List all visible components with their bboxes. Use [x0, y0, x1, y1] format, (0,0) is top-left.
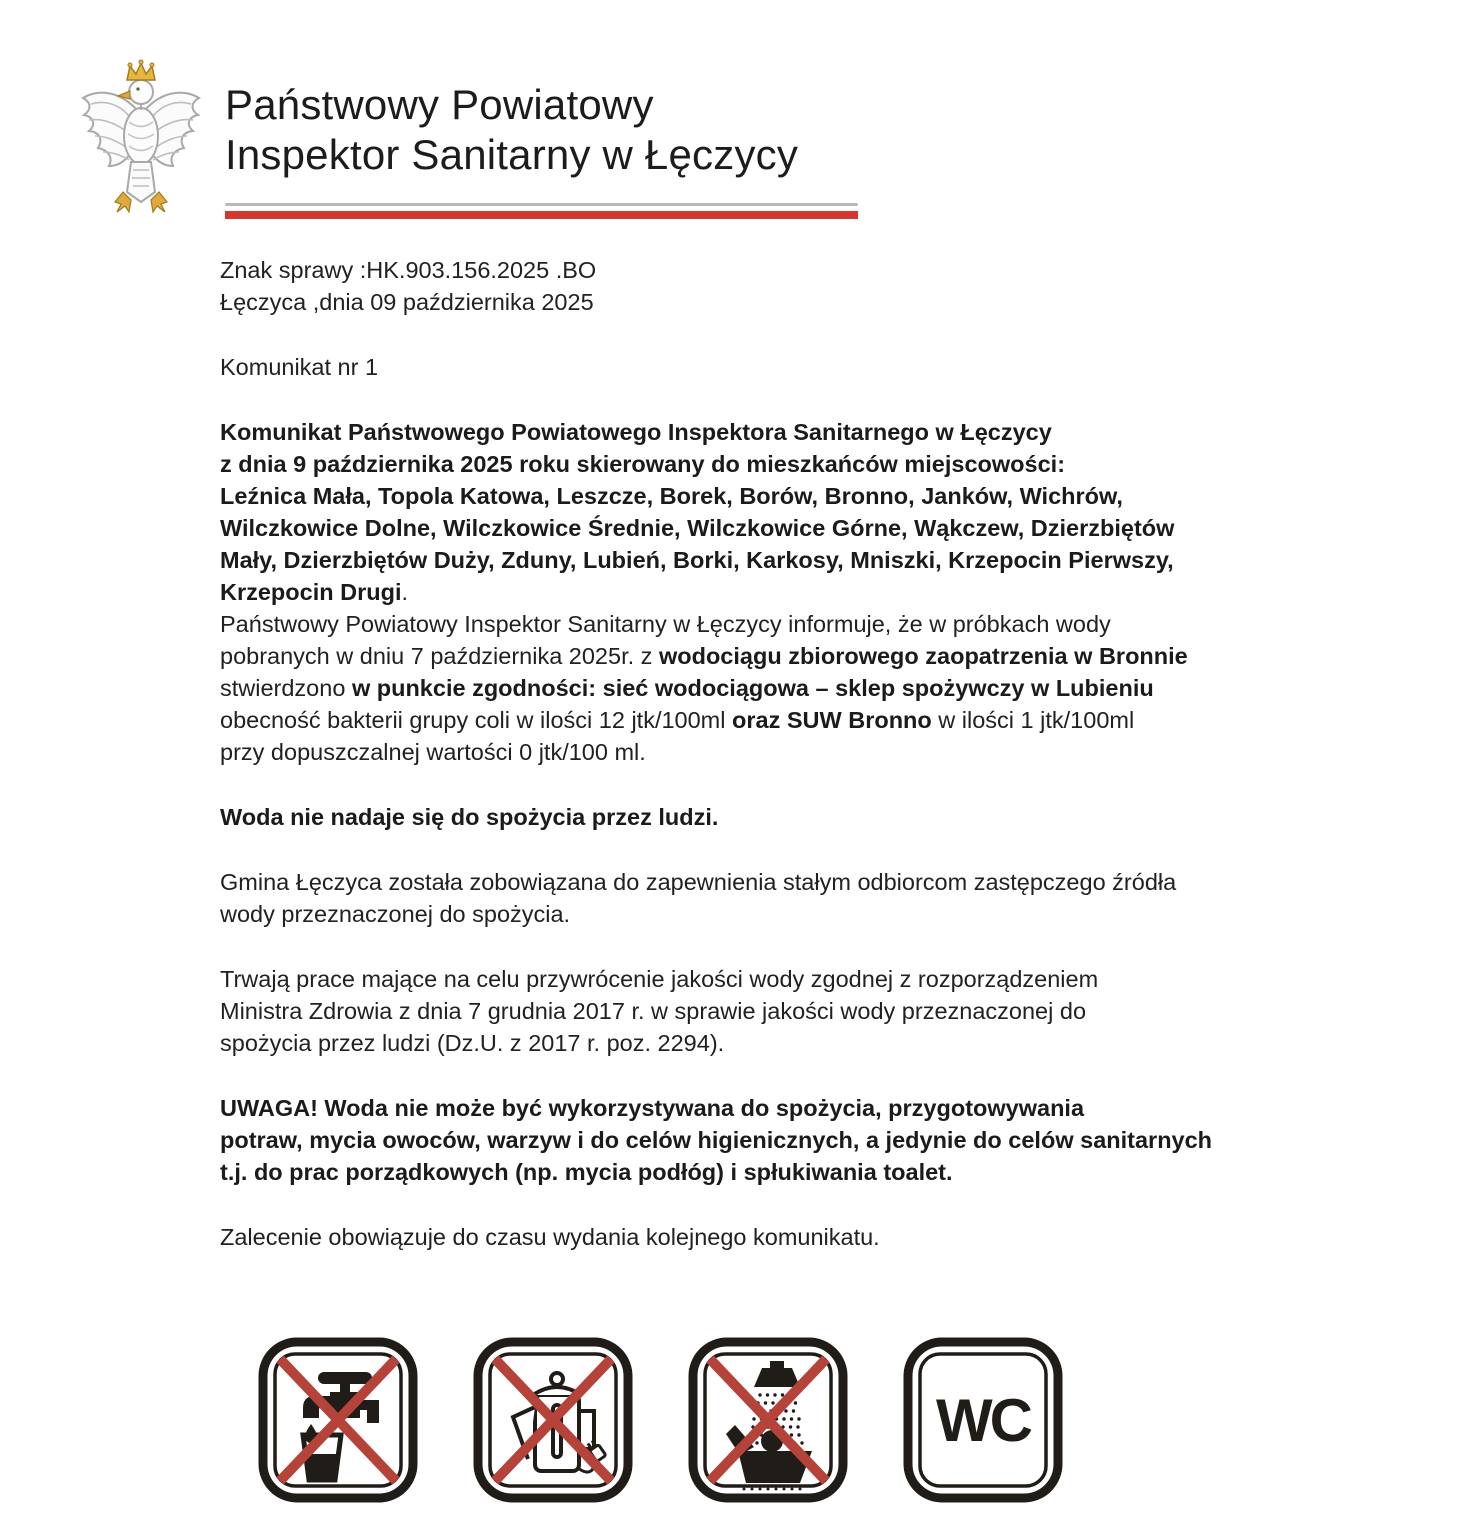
validity-note	[220, 1221, 1212, 1253]
text-line: Komunikat Państwowego Powiatowego Inspektora Sanitarnego w Łęczycy	[220, 419, 1052, 445]
text-line: obecność bakterii grupy coli w ilości 12 jtk/100ml oraz SUW Bronno w ilości 1 jtk/100ml	[220, 707, 1135, 733]
text-line: Gmina Łęczyca została zobowiązana do zapewnienia stałym odbiorcom zastępczego źródła	[220, 869, 1177, 895]
text-line: Komunikat nr 1	[220, 354, 379, 380]
wc-label: WC	[936, 1387, 1030, 1454]
text-line: t.j. do prac porządkowych (np. mycia podłóg) i spłukiwania toalet.	[220, 1159, 953, 1185]
text-line: przy dopuszczalnej wartości 0 jtk/100 ml.	[220, 739, 646, 765]
text-line: Woda nie nadaje się do spożycia przez ludzi.	[220, 804, 719, 830]
text-line: wody przeznaczonej do spożycia.	[220, 901, 571, 927]
findings-paragraph	[220, 608, 1212, 768]
text-line: UWAGA! Woda nie może być wykorzystywana do spożycia, przygotowywania	[220, 1095, 1085, 1121]
announcement-number	[220, 351, 1212, 383]
text-line: Leźnica Mała, Topola Katowa, Leszcze, Borek, Borów, Bronno, Janków, Wichrów,	[220, 483, 1123, 509]
text-line: Wilczkowice Dolne, Wilczkowice Średnie, Wilczkowice Górne, Wąkczew, Dzierzbiętów	[220, 515, 1175, 541]
text-line: z dnia 9 października 2025 roku skierowany do mieszkańców miejscowości:	[220, 451, 1066, 477]
text-line: Mały, Dzierzbiętów Duży, Zduny, Lubień, Borki, Karkosy, Mniszki, Krzepocin Pierwszy,	[220, 547, 1174, 573]
text-line: potraw, mycia owoców, warzyw i do celów higienicznych, a jedynie do celów sanitarnych	[220, 1127, 1213, 1153]
prohibition-icons-row	[258, 1337, 1063, 1503]
water-not-potable-warning	[220, 801, 1212, 833]
text-line: stwierdzono w punkcie zgodności: sieć wodociągowa – sklep spożywczy w Lubieniu	[220, 675, 1154, 701]
title-line-1: Państwowy Powiatowy	[225, 81, 654, 128]
title-line-2: Inspektor Sanitarny w Łęczycy	[225, 131, 799, 178]
text-line: Krzepocin Drugi.	[220, 579, 409, 605]
text-line: spożycia przez ludzi (Dz.U. z 2017 r. poz. 2294).	[220, 1030, 725, 1056]
header-title-area	[225, 58, 858, 219]
polish-eagle-emblem-icon	[75, 58, 207, 230]
header-divider-red	[225, 211, 858, 219]
usage-restrictions-warning	[220, 1092, 1212, 1188]
document-header	[75, 58, 858, 230]
text-line: Państwowy Powiatowy Inspektor Sanitarny w Łęczycy informuje, że w próbkach wody	[220, 611, 1111, 637]
no-boiling-kettle-icon	[473, 1337, 633, 1503]
case-number-block	[220, 254, 1212, 318]
replacement-source-paragraph	[220, 866, 1212, 930]
page-title	[225, 80, 858, 180]
text-line: Ministra Zdrowia z dnia 7 grudnia 2017 r. w sprawie jakości wody przeznaczonej do	[220, 998, 1087, 1024]
text-line: Trwają prace mające na celu przywrócenie jakości wody zgodnej z rozporządzeniem	[220, 966, 1099, 992]
document-body	[220, 254, 1212, 1286]
addressees-paragraph	[220, 416, 1212, 608]
remediation-paragraph	[220, 963, 1212, 1059]
wc-flushing-allowed-icon	[903, 1337, 1063, 1503]
header-divider-gray	[225, 203, 858, 206]
text-line: Łęczyca ,dnia 09 października 2025	[220, 289, 594, 315]
text-line: pobranych w dniu 7 października 2025r. z wodociągu zbiorowego zaopatrzenia w Bronnie	[220, 643, 1188, 669]
eagle-crown	[127, 60, 155, 80]
no-bathing-washing-icon	[688, 1337, 848, 1503]
text-line: Zalecenie obowiązuje do czasu wydania kolejnego komunikatu.	[220, 1224, 880, 1250]
text-line: Znak sprawy :HK.903.156.2025 .BO	[220, 257, 597, 283]
no-drinking-tap-water-icon	[258, 1337, 418, 1503]
